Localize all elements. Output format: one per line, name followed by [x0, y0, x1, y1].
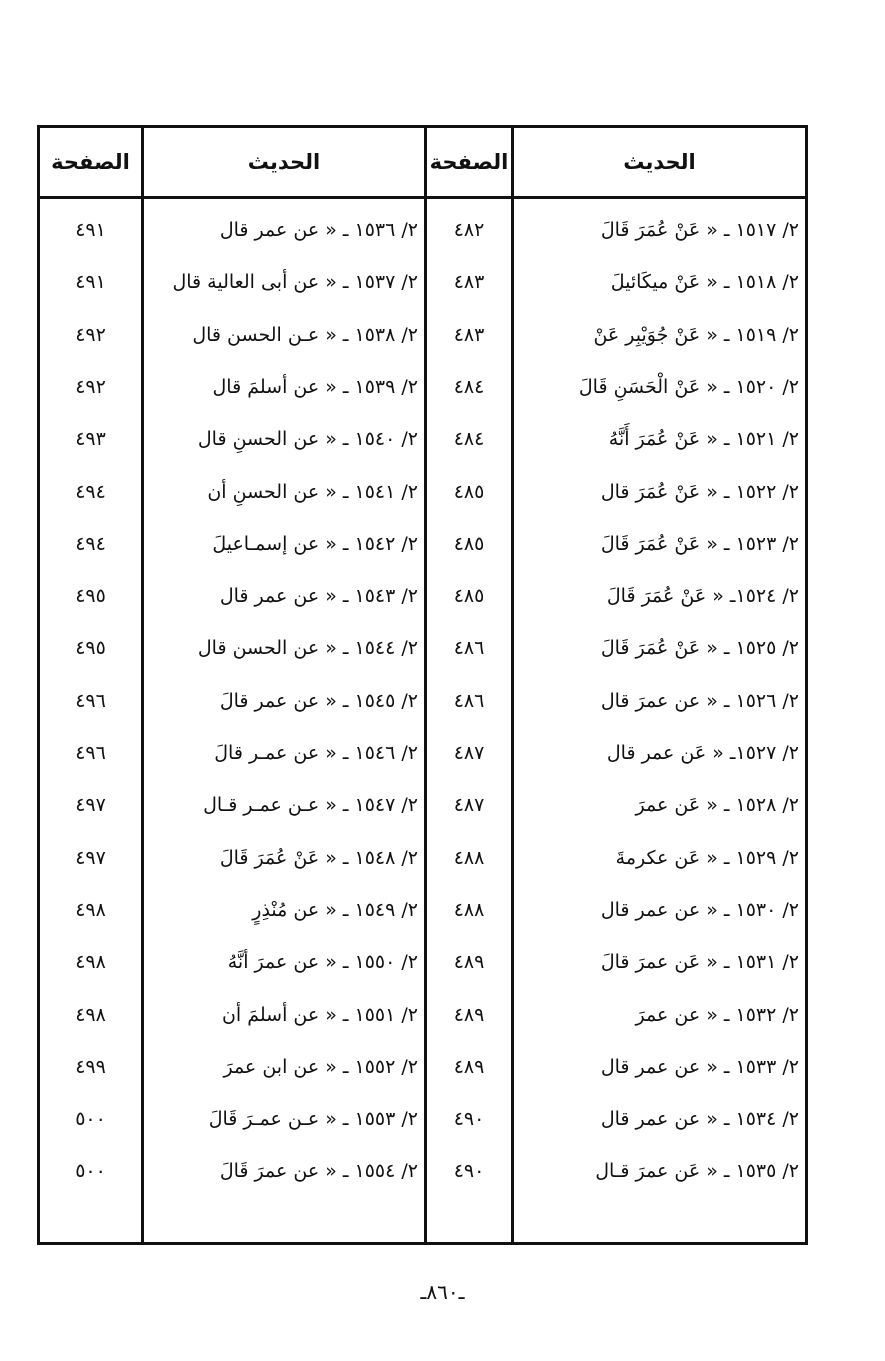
hadith-entry: ٢/ ١٥٣١ ـ « عَن عمرَ قالَ: [600, 951, 799, 974]
page-ref: ٤٩٢: [75, 375, 106, 398]
page-ref: ٤٨٢: [453, 219, 485, 241]
page-ref: ٤٩٧: [75, 794, 106, 817]
page-ref: ٤٨٣: [453, 323, 485, 346]
hadith-entry: ٢/ ١٥١٩ ـ « عَنْ جُوَيْبِر عَنْ: [593, 323, 799, 346]
page-ref: ٤٨٩: [453, 1003, 485, 1026]
hadith-index-table: [37, 125, 808, 1245]
hadith-entry: ٢/ ١٥٤٠ ـ « عن الحسنِ قال: [197, 428, 418, 451]
page-ref: ٤٩١: [75, 219, 106, 241]
page-ref: ٤٨٩: [453, 951, 485, 974]
page-ref: ٤٩٨: [75, 1003, 106, 1026]
hadith-entry: ٢/ ١٥٢٧ـ « عَن عمر قال: [606, 742, 799, 764]
page-ref: ٤٨٥: [453, 585, 485, 608]
hadith-entry: ٢/ ١٥٥٠ ـ « عن عمرَ أنَّهُ: [227, 951, 418, 974]
hadith-entry: ٢/ ١٥٤١ ـ « عن الحسنِ أن: [207, 480, 418, 503]
hadith-entry: ٢/ ١٥١٨ ـ « عَنْ ميكَائيلَ: [610, 271, 799, 294]
page-ref: ٤٨٦: [453, 689, 485, 712]
page-ref: ٤٨٣: [453, 271, 485, 294]
page-ref: ٤٨٨: [453, 898, 485, 921]
page-ref: ٤٨٤: [453, 375, 485, 398]
page-ref: ٤٩٦: [75, 689, 106, 712]
header-divider: [40, 196, 805, 199]
hadith-entry: ٢/ ١٥٤٤ ـ « عن الحسن قال: [197, 637, 418, 660]
page-ref: ٤٩٦: [75, 742, 106, 764]
hadith-entry: ٢/ ١٥٤٩ ـ « عن مُنْذِرٍ: [252, 898, 418, 921]
header-page-right: الصفحة: [429, 150, 509, 174]
page-ref: ٤٨٨: [453, 846, 485, 869]
page-ref: ٤٩٥: [75, 637, 106, 660]
hadith-entry: ٢/ ١٥١٧ ـ « عَنْ عُمَرَ قَالَ: [600, 219, 799, 241]
hadith-entry: ٢/ ١٥٣٣ ـ « عن عمر قال: [600, 1055, 799, 1078]
hadith-entry: ٢/ ١٥٣٢ ـ « عن عمرَ: [635, 1003, 799, 1026]
page-ref: ٤٩٠: [453, 1160, 485, 1183]
hadith-entry: ٢/ ١٥٤٦ ـ « عن عمـر قالَ: [214, 742, 418, 764]
header-page-left: الصفحة: [51, 150, 130, 174]
hadith-entry: ٢/ ١٥٢٨ ـ « عَن عمرَ: [635, 794, 799, 817]
page-ref: ٤٩٢: [75, 323, 106, 346]
page-ref: ٥٠٠: [75, 1160, 106, 1183]
page-ref: ٤٨٥: [453, 532, 485, 555]
hadith-entry: ٢/ ١٥٣٠ ـ « عن عمر قال: [600, 898, 799, 921]
page-ref: ٤٩٤: [75, 480, 106, 503]
hadith-entry: ٢/ ١٥٣٨ ـ « عـن الحسن قال: [192, 323, 418, 346]
hadith-entry: ٢/ ١٥٥٢ ـ « عن ابن عمرَ: [223, 1055, 418, 1078]
hadith-entry: ٢/ ١٥٣٦ ـ « عن عمر قال: [219, 219, 418, 241]
hadith-entry: ٢/ ١٥٤٢ ـ « عن إسمـاعيلَ: [212, 532, 418, 555]
page-ref: ٤٩٠: [453, 1108, 485, 1131]
page-ref: ٤٩١: [75, 271, 106, 294]
hadith-entry: ٢/ ١٥٢٣ ـ « عَنْ عُمَرَ قَالَ: [600, 532, 799, 555]
hadith-entry: ٢/ ١٥٢٠ ـ « عَنْ الْحَسَنِ قَالَ: [578, 375, 799, 398]
hadith-entry: ٢/ ١٥٣٧ ـ « عن أبى العالية قال: [172, 271, 418, 294]
hadith-entry: ٢/ ١٥٢٢ ـ « عَنْ عُمَرَ قال: [600, 480, 799, 503]
page-ref: ٤٨٧: [453, 794, 485, 817]
page-ref: ٥٠٠: [75, 1108, 106, 1131]
hadith-entry: ٢/ ١٥٤٨ ـ « عَنْ عُمَرَ قَالَ: [219, 846, 418, 869]
page-ref: ٤٨٩: [453, 1055, 485, 1078]
hadith-entry: ٢/ ١٥٢١ ـ « عَنْ عُمَرَ أَنَّهُ: [608, 428, 799, 451]
header-hadith-right: الحديث: [623, 150, 696, 174]
page-number: ـ٨٦٠ـ: [420, 1280, 465, 1304]
page-ref: ٤٩٣: [75, 428, 106, 451]
hadith-entry: ٢/ ١٥٢٦ ـ « عن عمرَ قال: [600, 689, 799, 712]
page-ref: ٤٩٤: [75, 532, 106, 555]
hadith-entry: ٢/ ١٥٢٤ـ « عَنْ عُمَرَ قَالَ: [606, 585, 799, 608]
hadith-entry: ٢/ ١٥٣٤ ـ « عن عمر قال: [600, 1108, 799, 1131]
page-ref: ٤٨٧: [453, 742, 485, 764]
hadith-entry: ٢/ ١٥٥٣ ـ « عـن عمـرَ قَالَ: [208, 1108, 418, 1131]
header-hadith-left: الحديث: [247, 150, 321, 174]
hadith-entry: ٢/ ١٥٤٧ ـ « عـن عمـر قـال: [203, 794, 418, 817]
hadith-entry: ٢/ ١٥٢٩ ـ « عَن عكرمةَ: [615, 846, 799, 869]
hadith-entry: ٢/ ١٥٤٥ ـ « عن عمر قالَ: [219, 689, 418, 712]
hadith-entry: ٢/ ١٥٥١ ـ « عن أسلمَ أن: [221, 1003, 418, 1026]
page-ref: ٤٩٥: [75, 585, 106, 608]
page-ref: ٤٩٧: [75, 846, 106, 869]
page-ref: ٤٩٨: [75, 898, 106, 921]
hadith-entry: ٢/ ١٥٣٩ ـ « عن أسلمَ قال: [212, 375, 418, 398]
hadith-entry: ٢/ ١٥٤٣ ـ « عن عمر قال: [219, 585, 418, 608]
page-ref: ٤٨٥: [453, 480, 485, 503]
page-ref: ٤٩٨: [75, 951, 106, 974]
hadith-entry: ٢/ ١٥٣٥ ـ « عَن عمرَ قـال: [595, 1160, 799, 1183]
page-ref: ٤٩٩: [75, 1055, 106, 1078]
page-ref: ٤٨٦: [453, 637, 485, 660]
hadith-entry: ٢/ ١٥٥٤ ـ « عن عمرَ قَالَ: [219, 1160, 418, 1183]
hadith-entry: ٢/ ١٥٢٥ ـ « عَنْ عُمَرَ قَالَ: [600, 637, 799, 660]
page-ref: ٤٨٤: [453, 428, 485, 451]
